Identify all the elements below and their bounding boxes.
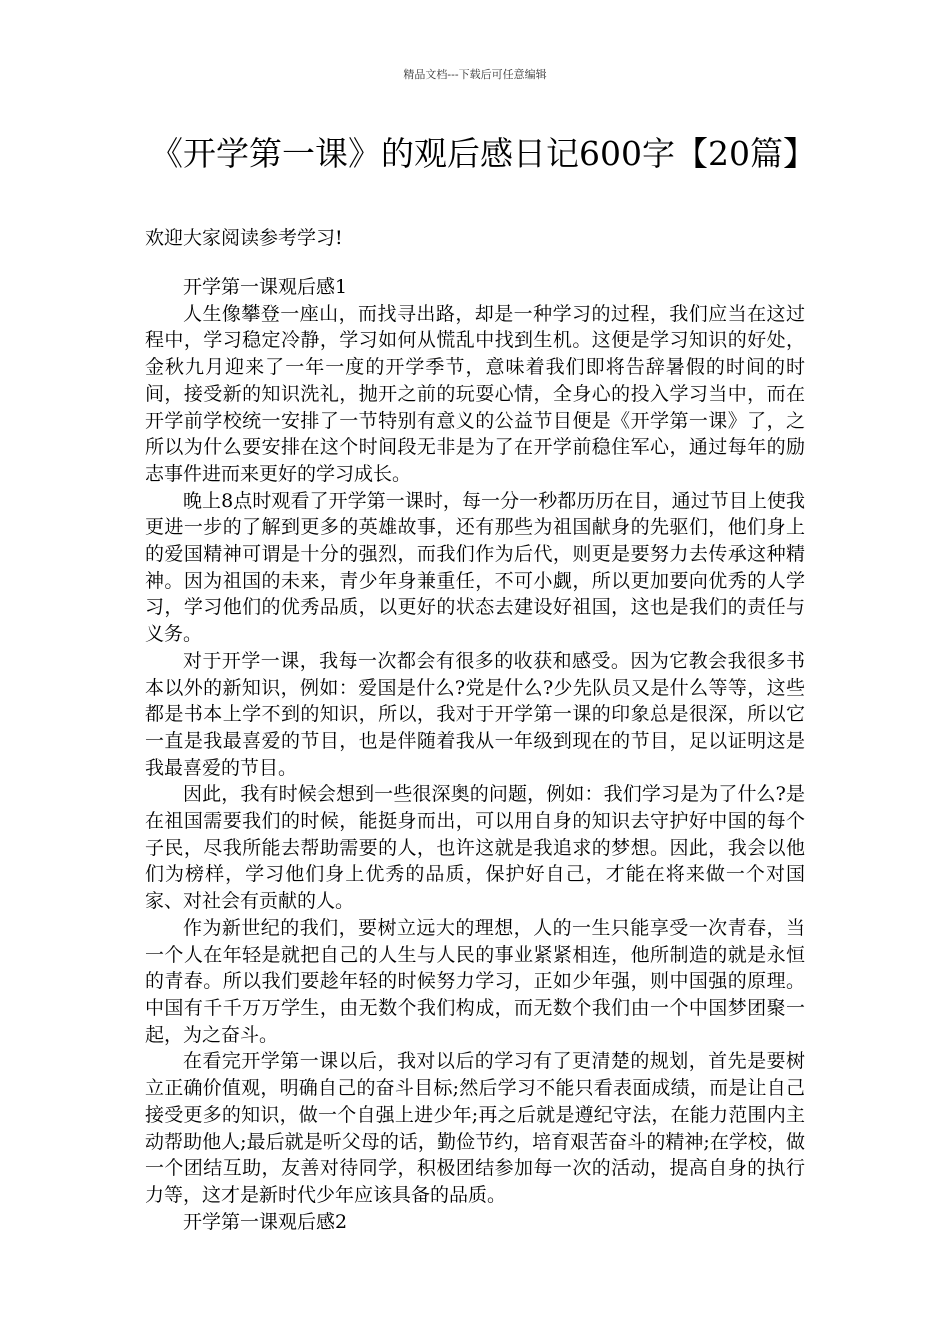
paragraph-1: 人生像攀登一座山，而找寻出路，却是一种学习的过程，我们应当在这过程中，学习稳定冷静，学习如何从慌乱中找到生机。这便是学习知识的好处，金秋九月迎来了一年一度的开学季节，意味着我们即将告辞暑假的时间的时间，接受新的知识洗礼，抛开之前的玩耍心情，全身心的投入学习当中，而在开学前学校统一安排了一节特别有意义的公益节目便是《开学第一课》了，之所以为什么要安排在这个时间段无非是为了在开学前稳住军心，通过每年的励志事件进而来更好的学习成长。 xyxy=(145,302,805,485)
paragraph-5: 作为新世纪的我们，要树立远大的理想，人的一生只能享受一次青春，当一个人在年轻是就把自己的人生与人民的事业紧紧相连，他所制造的就是永恒的青春。所以我们要趁年轻的时候努力学习，正如少年强，则中国强的原理。中国有千千万万学生，由无数个我们构成，而无数个我们由一个中国梦团聚一起，为之奋斗。 xyxy=(145,916,805,1046)
paragraph-6: 在看完开学第一课以后，我对以后的学习有了更清楚的规划，首先是要树立正确价值观，明确自己的奋斗目标;然后学习不能只看表面成绩，而是让自己接受更多的知识，做一个自强上进少年;再之后就是遵纪守法，在能力范围内主动帮助他人;最后就是听父母的话，勤俭节约，培育艰苦奋斗的精神;在学校，做一个团结互助，友善对待同学，积极团结参加每一次的活动，提高自身的执行力等，这才是新时代少年应该具备的品质。 xyxy=(145,1050,805,1206)
paragraph-2: 晚上8点时观看了开学第一课时，每一分一秒都历历在目，通过节目上使我更进一步的了解到更多的英雄故事，还有那些为祖国献身的先驱们，他们身上的爱国精神可谓是十分的强烈，而我们作为后代，则更是要努力去传承这种精神。因为祖国的未来，青少年身兼重任，不可小觑，所以更加要向优秀的人学习，学习他们的优秀品质，以更好的状态去建设好祖国，这也是我们的责任与义务。 xyxy=(145,489,805,646)
greeting-text: 欢迎大家阅读参考学习! xyxy=(145,227,343,249)
section-heading-2: 开学第一课观后感2 xyxy=(183,1210,348,1233)
page-header: 精品文档---下载后可任意编辑 xyxy=(403,68,547,81)
section-heading-1: 开学第一课观后感1 xyxy=(183,276,348,298)
document-title: 《开学第一课》的观后感日记600字【20篇】 xyxy=(150,134,816,173)
document-body xyxy=(145,274,805,1235)
paragraph-3: 对于开学一课，我每一次都会有很多的收获和感受。因为它教会我很多书本以外的新知识，例如：爱国是什么?党是什么?少先队员又是什么等等，这些都是书本上学不到的知识，所以，我对于开学第一课的印象总是很深，所以它一直是我最喜爱的节目，也是伴随着我从一年级到现在的节目，足以证明这是我最喜爱的节目。 xyxy=(145,649,805,779)
paragraph-4: 因此，我有时候会想到一些很深奥的问题，例如：我们学习是为了什么?是在祖国需要我们的时候，能挺身而出，可以用自身的知识去守护好中国的每个子民，尽我所能去帮助需要的人，也许这就是我追求的梦想。因此，我会以他们为榜样，学习他们身上优秀的品质，保护好自己，才能在将来做一个对国家、对社会有贡献的人。 xyxy=(145,783,805,913)
